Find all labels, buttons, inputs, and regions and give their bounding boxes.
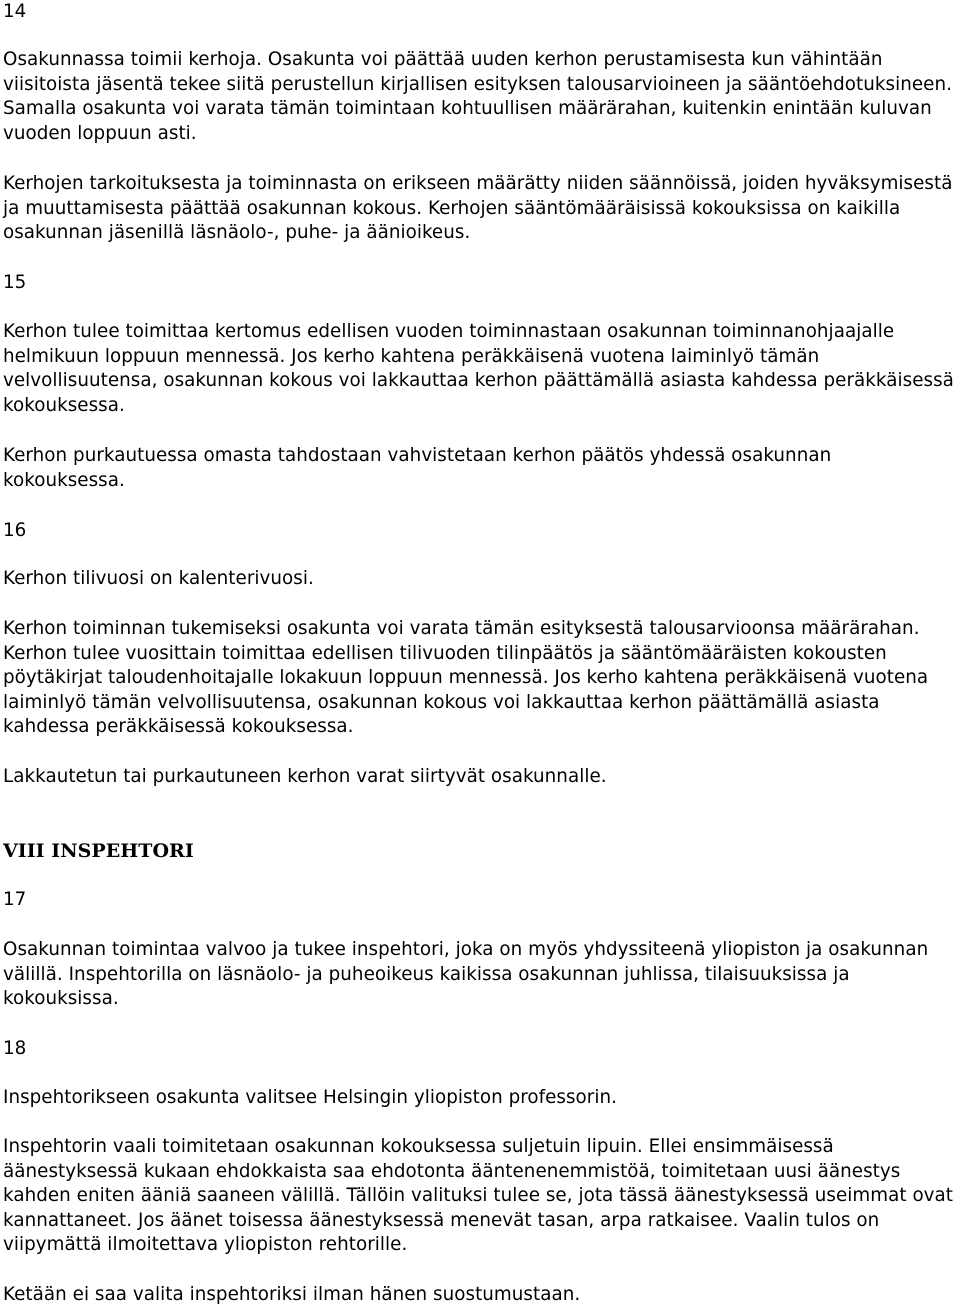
- paragraph-clubs-dissolution: Kerhon purkautuessa omasta tahdostaan vahvistetaan kerhon päätös yhdessä osakunnan kokouksessa.: [3, 445, 832, 491]
- paragraph-inspector-consent: Ketään ei saa valita inspehtoriksi ilman hänen suostumustaan.: [3, 1284, 581, 1305]
- paragraph-clubs-funding: Kerhon toiminnan tukemiseksi osakunta voi varata tämän esityksestä talousarvioonsa määrärahan. Kerhon tulee vuosittain toimittaa edellisen tilivuoden tilinpäätös ja sääntömääräisten kokousten pöytäkirjat taloudenhoitajalle lokakuun loppuun mennessä. Jos kerho kahtena peräkkäisenä vuotena laiminlyö tämän velvollisuutensa, osakunnan kokous voi lakkauttaa kerhon päättämällä asiasta kahdessa peräkkäisessä kokouksessa.: [3, 618, 929, 737]
- section-number-18: 18: [3, 1038, 27, 1059]
- paragraph-fiscal-year: Kerhon tilivuosi on kalenterivuosi.: [3, 568, 314, 589]
- paragraph-clubs-rules: Kerhojen tarkoituksesta ja toiminnasta on erikseen määrätty niiden säännöissä, joiden hyväksymisestä ja muuttamisesta päättää osakunnan kokous. Kerhojen sääntömääräisissä kokouksissa on kaikilla osakunnan jäsenillä läsnäolo-, puhe- ja äänioikeus.: [3, 173, 953, 243]
- section-number-15: 15: [3, 272, 27, 293]
- paragraph-clubs-report: Kerhon tulee toimittaa kertomus edellisen vuoden toiminnastaan osakunnan toiminnanohjaajalle helmikuun loppuun mennessä. Jos kerho kahtena peräkkäisenä vuotena laiminlyö tämän velvollisuutensa, osakunnan kokous voi lakkauttaa kerhon päättämällä asiasta kahdessa peräkkäisessä kokouksessa.: [3, 321, 954, 416]
- paragraph-clubs-assets: Lakkautetun tai purkautuneen kerhon varat siirtyvät osakunnalle.: [3, 766, 607, 787]
- section-number-14: 14: [3, 1, 27, 22]
- paragraph-inspector-role: Osakunnan toimintaa valvoo ja tukee inspehtori, joka on myös yhdyssiteenä yliopiston ja osakunnan välillä. Inspehtorilla on läsnäolo- ja puheoikeus kaikissa osakunnan juhlissa, tilaisuuksissa ja kokouksissa.: [3, 939, 929, 1009]
- chapter-heading: VIII INSPEHTORI: [3, 840, 194, 862]
- paragraph-inspector-election: Inspehtorin vaali toimitetaan osakunnan kokouksessa suljetuin lipuin. Ellei ensimmäisessä äänestyksessä kukaan ehdokkaista saa ehdotonta ääntenenemmistöä, toimitetaan uusi äänestys kahden eniten ääniä saaneen välillä. Tällöin valituksi tulee se, jota tässä äänestyksessä useimmat ovat kannattaneet. Jos äänet toisessa äänestyksessä menevät tasan, arpa ratkaisee. Vaalin tulos on viipymättä ilmoitettava yliopiston rehtorille.: [3, 1136, 954, 1255]
- section-number-17: 17: [3, 889, 27, 910]
- section-number-16: 16: [3, 520, 27, 541]
- paragraph-inspector-selection: Inspehtorikseen osakunta valitsee Helsingin yliopiston professorin.: [3, 1087, 617, 1108]
- paragraph-clubs-founding: Osakunnassa toimii kerhoja. Osakunta voi päättää uuden kerhon perustamisesta kun vähintään viisitoista jäsentä tekee siitä perustellun kirjallisen esityksen talousarvioineen ja sääntöehdotuksineen. Samalla osakunta voi varata tämän toimintaan kohtuullisen määrärahan, kuitenkin enintään kuluvan vuoden loppuun asti.: [3, 49, 952, 144]
